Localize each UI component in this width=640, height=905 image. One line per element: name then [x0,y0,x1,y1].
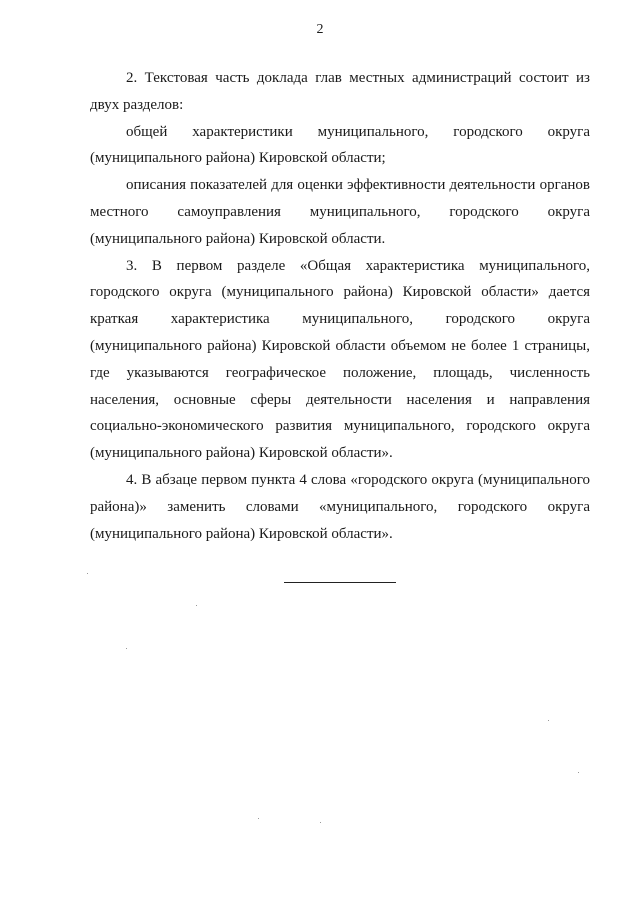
page-number: 2 [316,22,324,37]
document-body [90,65,590,547]
scan-speck [126,648,127,649]
scan-speck [578,772,579,773]
scan-speck [87,573,88,574]
paragraph-first-section: 3. В первом разделе «Общая характеристика муниципального, городского округа (муниципального района) Кировской области» дается краткая характеристика муниципального, городского округа (муниципального района) Кировской области объемом не более 1 страницы, где указываются географическое положение, площадь, численность населения, основные сферы деятельности населения и направления социально-экономического развития муниципального, городского округа (муниципального района) Кировской области». [90,257,590,462]
scan-speck [548,720,549,721]
paragraph-amendment: 4. В абзаце первом пункта 4 слова «городского округа (муниципального района)» заменить словами «муниципального, городского округа (муниципального района) Кировской области». [90,471,590,542]
scan-speck [258,818,259,819]
scan-speck [196,605,197,606]
scan-speck [320,822,321,823]
paragraph-indicators-description: описания показателей для оценки эффективности деятельности органов местного самоуправления муниципального, городского округа (муниципального района) Кировской области. [90,177,590,247]
paragraph-text-sections: 2. Текстовая часть доклада глав местных администраций состоит из двух разделов: [90,70,590,113]
end-divider-line [284,582,396,583]
paragraph-general-characteristics: общей характеристики муниципального, городского округа (муниципального района) Кировской области; [90,123,590,167]
